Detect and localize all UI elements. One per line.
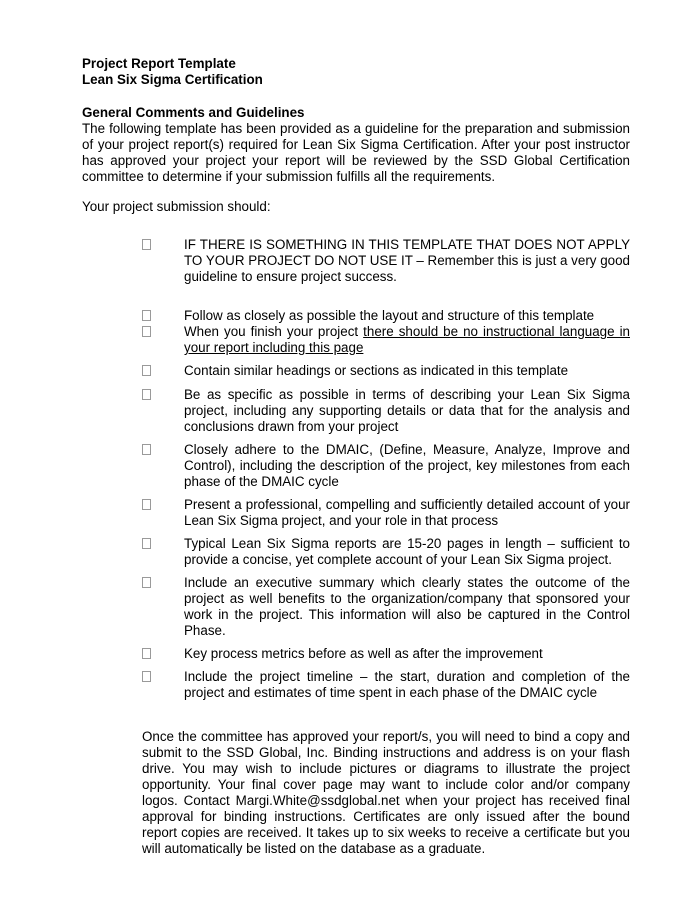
page-title: [82, 56, 630, 88]
section-heading: General Comments and Guidelines: [82, 105, 305, 120]
list-item-text: Closely adhere to the DMAIC, (Define, Measure, Analyze, Improve and Control), including the description of the project, key milestones from each phase of the DMAIC cycle: [184, 442, 630, 489]
checkbox-icon: [142, 671, 151, 682]
list-item-text: IF THERE IS SOMETHING IN THIS TEMPLATE THAT DOES NOT APPLY TO YOUR PROJECT DO NOT USE IT – Remember this is just a very good guideline to ensure project success.: [184, 237, 630, 284]
list-item-text: Follow as closely as possible the layout and structure of this template: [184, 308, 595, 323]
checkbox-icon: [142, 444, 151, 455]
list-item-text: [184, 324, 630, 356]
checkbox-icon: [142, 310, 151, 321]
checkbox-icon: [142, 326, 151, 337]
list-item-text: Include the project timeline – the start, duration and completion of the project and estimates of time spent in each phase of the DMAIC cycle: [184, 669, 630, 700]
checkbox-icon: [142, 648, 151, 659]
list-item-text: Contain similar headings or sections as indicated in this template: [184, 363, 569, 378]
checkbox-icon: [142, 499, 151, 510]
intro-paragraph: The following template has been provided as a guideline for the preparation and submission of your project report(s) required for Lean Six Sigma Certification. After your post instructor has approved your project your report will be reviewed by the SSD Global Certification committee to determine if your submission fulfills all the requirements.: [82, 121, 630, 184]
list-item-text-underlined: there should be no instructional language in your report including this page: [184, 324, 630, 355]
checkbox-icon: [142, 577, 151, 588]
list-item-text: Present a professional, compelling and sufficiently detailed account of your Lean Six Sigma project, and your role in that process: [184, 497, 630, 528]
list-item-text: Typical Lean Six Sigma reports are 15-20 pages in length – sufficient to provide a concise, yet complete account of your Lean Six Sigma project.: [184, 536, 630, 567]
submission-lead: Your project submission should:: [82, 199, 271, 214]
checkbox-icon: [142, 365, 151, 376]
list-item-text: Be as specific as possible in terms of describing your Lean Six Sigma project, including any supporting details or data that for the analysis and conclusions drawn from your project: [184, 387, 630, 434]
title-line-2: Lean Six Sigma Certification: [82, 72, 263, 87]
checkbox-icon: [142, 239, 151, 250]
list-item-text: Key process metrics before as well as after the improvement: [184, 646, 543, 661]
title-line-1: Project Report Template: [82, 56, 236, 71]
checkbox-icon: [142, 389, 151, 400]
closing-paragraph: Once the committee has approved your report/s, you will need to bind a copy and submit to the SSD Global, Inc. Binding instructions and address is on your flash drive. You may wish to include pictures or diagrams to illustrate the project opportunity. Your final cover page may want to include color and/or company logos. Contact Margi.White@ssdglobal.net when your project has received final approval for binding instructions. Certificates are only issued after the bound report copies are received. It takes up to six weeks to receive a certificate but you will automatically be listed on the database as a graduate.: [142, 729, 630, 856]
checkbox-icon: [142, 538, 151, 549]
list-item-text: Include an executive summary which clearly states the outcome of the project as well benefits to the organization/company that sponsored your work in the project. This information will also be captured in the Control Phase.: [184, 575, 630, 638]
list-item-text-plain: When you finish your project: [184, 324, 364, 339]
